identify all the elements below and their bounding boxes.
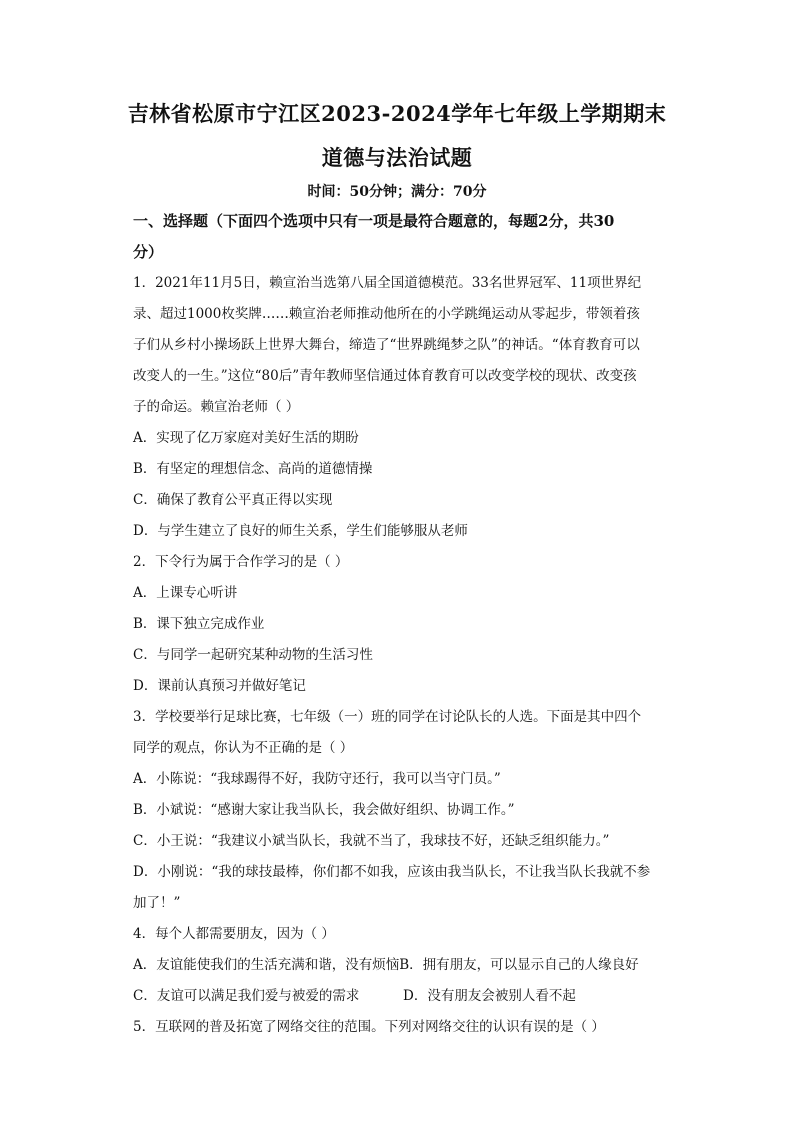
option-a-b: A．友谊能使我们的生活充满和谐，没有烦恼B．拥有朋友，可以显示自己的人缘良好 [133, 957, 639, 973]
question-stem-line: 子们从乡村小操场跃上世界大舞台，缔造了“世界跳绳梦之队”的神话。“体育教育可以 [133, 337, 640, 353]
question-stem-line: 5．互联网的普及拓宽了网络交往的范围。下列对网络交往的认识有误的是（ ） [133, 1019, 605, 1035]
question-stem-line: 2．下令行为属于合作学习的是（ ） [133, 554, 349, 570]
section-heading-line: 一、选择题（下面四个选项中只有一项是最符合题意的，每题2分，共30 [133, 212, 615, 230]
question-stem-line: 录、超过1000枚奖牌……赖宣治老师推动他所在的小学跳绳运动从零起步，带领着孩 [133, 306, 640, 322]
question-2 [133, 547, 668, 702]
question-3 [133, 702, 668, 919]
question-4 [133, 919, 668, 1012]
option-b: B．课下独立完成作业 [133, 616, 265, 632]
option-c-d-row [133, 981, 668, 1012]
option-d: D．与学生建立了良好的师生关系，学生们能够服从老师 [133, 523, 468, 539]
option-a: A．上课专心听讲 [133, 585, 238, 601]
question-5 [133, 1012, 668, 1043]
question-stem-line: 同学的观点，你认为不正确的是（ ） [133, 740, 354, 756]
section-heading-line: 分） [133, 243, 164, 261]
option-c: C．与同学一起研究某种动物的生活习性 [133, 647, 373, 663]
document-title-line-2: 道德与法治试题 [321, 145, 473, 170]
option-d-continued: 加了！” [133, 895, 181, 911]
document-title-line-1: 吉林省松原市宁江区2023-2024学年七年级上学期期末 [127, 101, 667, 126]
option-c: C．确保了教育公平真正得以实现 [133, 492, 333, 508]
option-c: C．小王说：“我建议小斌当队长，我就不当了，我球技不好，还缺乏组织能力。” [133, 833, 610, 849]
option-b: B．小斌说：“感谢大家让我当队长，我会做好组织、协调工作。” [133, 802, 515, 818]
question-stem-line: 改变人的一生。”这位“80后”青年教师坚信通过体育教育可以改变学校的现状、改变孩 [133, 368, 637, 384]
option-d: D．小刚说：“我的球技最棒，你们都不如我，应该由我当队长，不让我当队长我就不参 [133, 864, 651, 880]
question-stem-line: 3．学校要举行足球比赛，七年级（一）班的同学在讨论队长的人选。下面是其中四个 [133, 709, 642, 725]
section-heading [133, 206, 663, 268]
option-d: D．课前认真预习并做好笔记 [133, 678, 306, 694]
question-stem-line: 4．每个人都需要朋友，因为（ ） [133, 926, 335, 942]
option-b: B．有坚定的理想信念、高尚的道德情操 [133, 461, 373, 477]
question-stem-line: 子的命运。赖宣治老师（ ） [133, 399, 300, 415]
question-1 [133, 268, 668, 547]
option-d: D．没有朋友会被别人看不起 [403, 988, 576, 1004]
option-a: A．小陈说：“我球踢得不好，我防守还行，我可以当守门员。” [133, 771, 501, 787]
question-stem-line: 1．2021年11月5日，赖宣治当选第八届全国道德模范。33名世界冠军、11项世界纪 [133, 275, 642, 291]
questions [133, 268, 668, 1043]
exam-meta: 时间：50分钟；满分：70分 [307, 184, 487, 200]
option-c: C．友谊可以满足我们爱与被爱的需求 [133, 988, 360, 1004]
option-a: A．实现了亿万家庭对美好生活的期盼 [133, 430, 359, 446]
